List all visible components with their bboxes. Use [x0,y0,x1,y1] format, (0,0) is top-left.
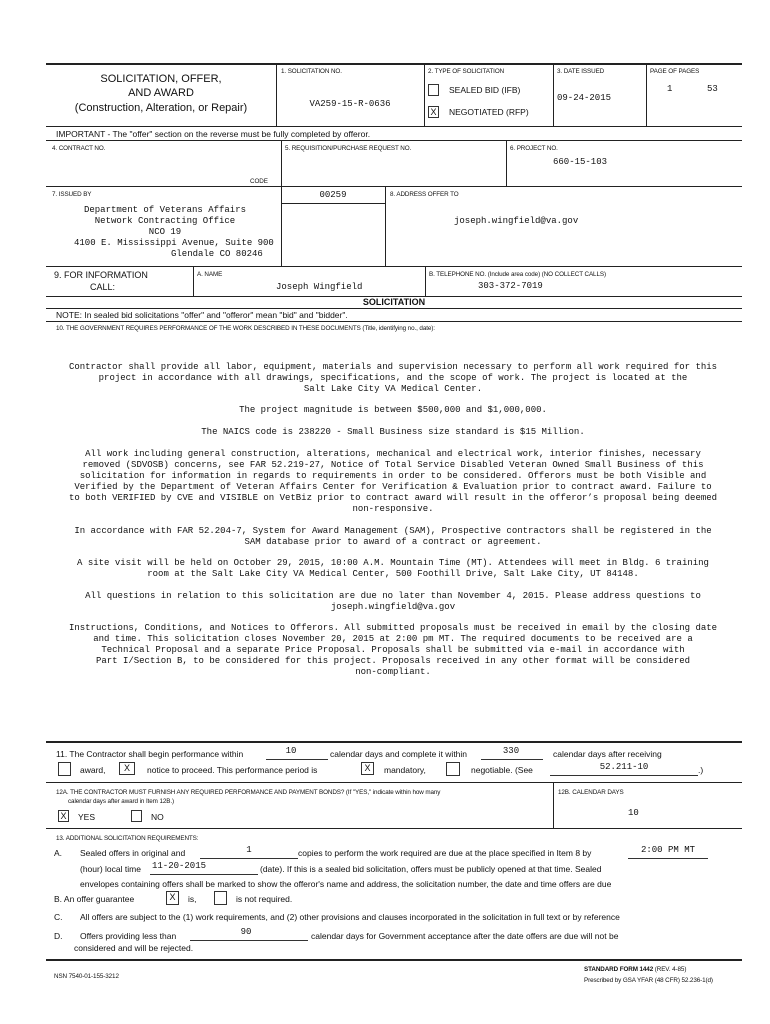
sam-paragraph: In accordance with FAR 52.204-7, System for Award Management (SAM), Prospective contractors shall be registered in the SAM database prior to award of a contract or agreement. [74,526,712,547]
item10-label: 10. THE GOVERNMENT REQUIRES PERFORMANCE OF THE WORK DESCRIBED IN THESE DOCUMENTS (Title, identifying no., date): [56,325,435,332]
naics-paragraph: The NAICS code is 238220 - Small Business size standard is $15 Million. [201,427,585,437]
date-issued: 09-24-2015 [557,93,612,103]
telephone-label: B. TELEPHONE NO. (Include area code) (NO COLLECT CALLS) [429,271,606,278]
solicitation-no-label: 1. SOLICITATION NO. [281,68,342,75]
acceptance-days: 90 [240,927,252,937]
item11-text-b: calendar days and complete it within [330,749,468,759]
address-offer-label: 8. ADDRESS OFFER TO [390,191,459,198]
telephone: 303-372-7019 [478,281,543,291]
begin-days: 10 [285,746,297,756]
notice-to-proceed-checkbox[interactable]: X [119,762,135,775]
complete-days: 330 [502,746,520,756]
project-no-label: 6. PROJECT NO. [510,145,558,152]
bonds-no-label: NO [151,812,164,822]
item13-c-text: All offers are subject to the (1) work requirements, and (2) other provisions and clauses incorporated in the solicitation in full text or by reference [80,912,620,922]
item13-a-text4: (date). If this is a sealed bid solicitation, offers must be publicly opened at that time. Sealed [260,864,602,874]
bonds-no-checkbox[interactable] [131,810,142,822]
guarantee-is-label: is, [188,894,197,904]
standard-form-rev: (REV. 4-85) [653,966,687,973]
code-label: CODE [250,178,268,185]
copies-count: 1 [246,845,252,855]
item13-c-letter: C. [54,912,63,922]
award-checkbox[interactable] [58,762,71,776]
sealed-bid-label: SEALED BID (IFB) [449,85,521,95]
issued-by-label: 7. ISSUED BY [52,191,92,198]
info-call-label-1: 9. FOR INFORMATION [54,270,148,280]
negotiated-checkbox[interactable]: X [428,106,439,118]
item13-d-text1: Offers providing less than [80,931,177,941]
item11-text-a: 11. The Contractor shall begin performance within [56,749,244,759]
negotiated-label: NEGOTIATED (RFP) [449,107,529,117]
item13-a-text5: envelopes containing offers shall be marked to show the offeror's name and address, the solicitation number, the date and time offers are due [80,879,612,889]
issued-by-line5: Glendale CO 80246 [171,249,263,259]
item13-d-letter: D. [54,931,63,941]
notice-label: notice to proceed. This performance period is [147,765,318,775]
due-date: 11-20-2015 [152,861,207,871]
negotiable-checkbox[interactable] [446,762,460,776]
mandatory-label: mandatory, [384,765,426,775]
magnitude-paragraph: The project magnitude is between $500,000 and $1,000,000. [239,405,547,415]
sdvosb-paragraph: All work including general construction, alterations, mechanical and electrical work, interior finishes, necessary removed (SDVOSB) concerns, see FAR 52.219-27, Notice of Total Service Disabled Veteran Owned Small Business of this solicitation for information in regards to requirements in order to be considered. Offerors must be both Visible and Verified by the Department of Veteran Affairs Center for Verification & Evaluation prior to contract award. Failure to to both VERIFIED by CVE and VISIBLE on VetBiz prior to contract award will result in the offeror’s proposal being deemed non-responsive. [68,449,718,514]
page-of-pages-label: PAGE OF PAGES [650,68,700,75]
solicitation-heading: SOLICITATION [362,297,426,307]
requisition-label: 5. REQUISITION/PURCHASE REQUEST NO. [285,145,412,152]
contact-name: Joseph Wingfield [276,282,363,292]
issued-by-code: 00259 [319,190,347,200]
name-label: A. NAME [197,271,223,278]
issued-by-line2: Network Contracting Office [94,216,236,226]
total-pages: 53 [707,84,718,94]
issued-by-line3: NCO 19 [148,227,182,237]
important-note: IMPORTANT - The "offer" section on the reverse must be fully completed by offeror. [56,129,371,139]
bonds-yes-checkbox[interactable]: X [58,810,69,822]
item13-a-text2: copies to perform the work required are due at the place specified in Item 8 by [298,848,592,858]
contract-no-label: 4. CONTRACT NO. [52,145,106,152]
instructions-paragraph: Instructions, Conditions, and Notices to Offerors. All submitted proposals must be received in email by the closing date and time. This solicitation closes November 20, 2015 at 2:00 pm MT. The required documents to be received are a Technical Proposal and a separate Price Proposal. Proposals shall be submitted via e-mail in accordance with Part I/Section B, to be considered for this project. Proposals received in any other format will be considered non-compliant. [68,623,718,677]
page-number: 1 [667,84,673,94]
item13-b-text: B. An offer guarantee [54,894,135,904]
sealed-bid-checkbox[interactable] [428,84,439,96]
form-title-line1: SOLICITATION, OFFER, [100,73,222,85]
item13-label: 13. ADDITIONAL SOLICITATION REQUIREMENTS: [56,835,199,842]
mandatory-checkbox[interactable]: X [361,762,374,775]
item11-text-c: calendar days after receiving [553,749,662,759]
date-issued-label: 3. DATE ISSUED [557,68,605,75]
type-of-solicitation-label: 2. TYPE OF SOLICITATION [428,68,505,75]
standard-form [584,966,686,973]
site-visit-paragraph: A site visit will be held on October 29, 2015, 10:00 A.M. Mountain Time (MT). Attendees will meet in Bldg. 6 training room at the Salt Lake City VA Medical Center, 500 Foothill Drive, Salt Lake City, UT 84148. [77,558,709,579]
bonds-yes-label: YES [78,812,96,822]
questions-paragraph: All questions in relation to this solicitation are due no later than November 4, 2015. Please address questions to joseph.wingfield@va.gov [85,591,701,612]
item13-a-letter: A. [54,848,63,858]
due-time: 2:00 PM MT [640,845,695,855]
negotiable-label: negotiable. (See [471,765,533,775]
address-offer: joseph.wingfield@va.gov [454,216,579,226]
form-title-line2: AND AWARD [128,87,194,99]
guarantee-isnot-label: is not required. [236,894,293,904]
sealed-bid-note: NOTE: In sealed bid solicitations "offer" and "offeror" mean "bid" and "bidder". [56,310,348,320]
form-title-line3: (Construction, Alteration, or Repair) [74,102,248,114]
award-label: award, [80,765,106,775]
issued-by-line1: Department of Veterans Affairs [83,205,247,215]
item13-a-text1: Sealed offers in original and [80,848,186,858]
issued-by-line4: 4100 E. Mississippi Avenue, Suite 900 [74,238,274,248]
item12b-days: 10 [628,808,639,818]
guarantee-is-checkbox[interactable]: X [166,891,179,905]
standard-form-name: STANDARD FORM 1442 [584,966,654,973]
prescribed-by: Prescribed by GSA YFAR (48 CFR) 52.236-1(d) [584,977,713,984]
item12b-label: 12B. CALENDAR DAYS [558,789,624,796]
nsn-number: NSN 7540-01-155-3212 [54,973,119,980]
item12a-label-2: calendar days after award in Item 12B.) [68,798,175,805]
project-no: 660-15-103 [553,157,608,167]
item12a-label-1: 12A. THE CONTRACTOR MUST FURNISH ANY REQUIRED PERFORMANCE AND PAYMENT BONDS? (If "YES," indicate within how many [56,789,441,796]
see-close: .) [698,765,704,775]
scope-paragraph: Contractor shall provide all labor, equipment, materials and supervision necessary to perform all work required for this project in accordance with all drawings, specifications, and the scope of work. The project is located at the Salt Lake City VA Medical Center. [68,362,718,394]
solicitation-no: VA259-15-R-0636 [309,99,391,109]
see-reference: 52.211-10 [599,762,649,772]
top-border [46,63,742,65]
guarantee-isnot-checkbox[interactable] [214,891,227,905]
info-call-label-2: CALL: [90,282,116,292]
item13-d-text3: considered and will be rejected. [74,943,194,953]
item13-d-text2: calendar days for Government acceptance after the date offers are due will not be [311,931,619,941]
item13-a-text3: (hour) local time [80,864,141,874]
